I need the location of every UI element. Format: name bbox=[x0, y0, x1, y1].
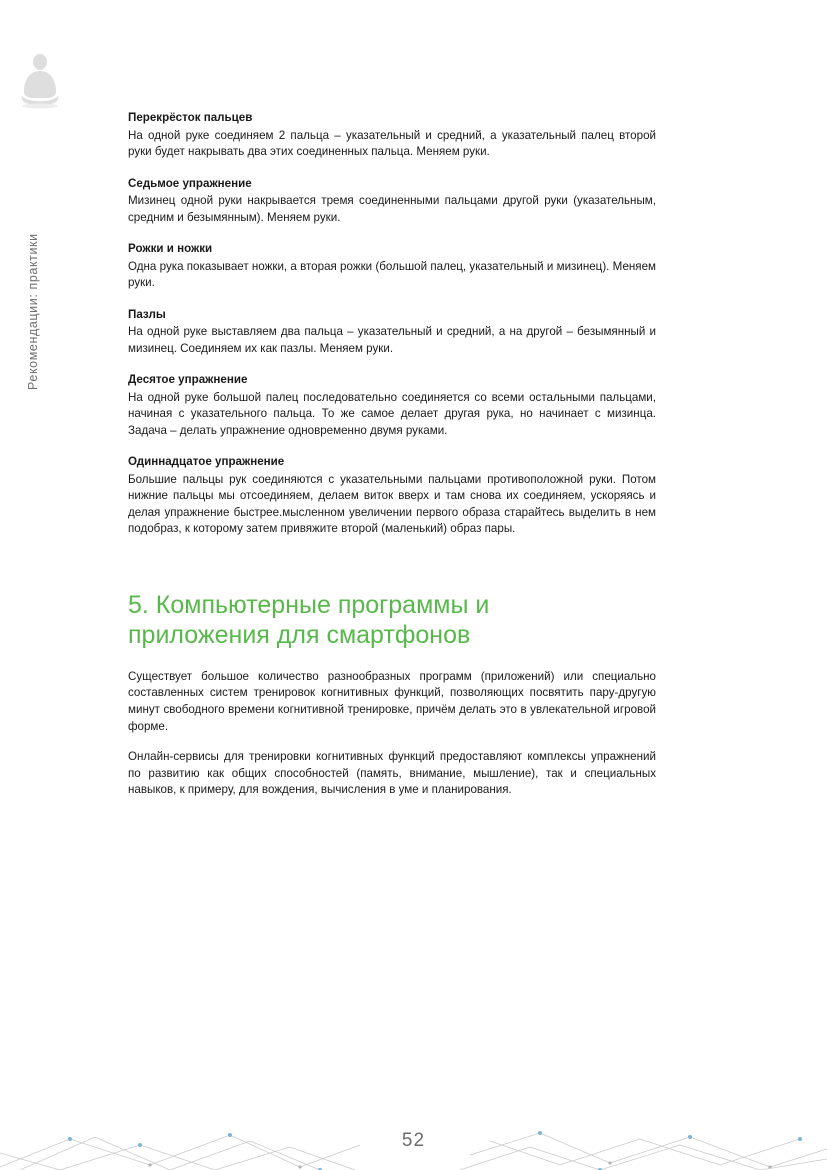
exercise-title: Одиннадцатое упражнение bbox=[128, 455, 285, 469]
exercise-block bbox=[128, 110, 656, 161]
exercise-block bbox=[128, 241, 656, 292]
exercise-title: Перекрёсток пальцев bbox=[128, 111, 253, 124]
exercise-block bbox=[128, 372, 656, 439]
chapter-side-label: Рекомендации: практики bbox=[26, 233, 40, 390]
exercise-text: На одной руке выставляем два пальца – указательный и средний, а на другой – безымянный и мизинец. Соединяем их как пазлы. Меняем руки. bbox=[128, 325, 656, 355]
exercise-block bbox=[128, 454, 656, 537]
meditating-person-icon bbox=[16, 48, 64, 110]
exercise-title: Пазлы bbox=[128, 307, 166, 321]
exercise-text: На одной руке большой палец последовательно соединяется со всеми остальными пальцами, начиная с указательного пальца. То же самое делает другая рука, но начинает с мизинца. Задача – делать упражнение одновременно двумя руками. bbox=[128, 390, 656, 437]
page-content bbox=[128, 110, 656, 812]
exercise-block bbox=[128, 176, 656, 227]
exercise-text: Одна рука показывает ножки, а вторая рожки (большой палец, указательный и мизинец). Меняем руки. bbox=[128, 259, 656, 290]
footer-decoration bbox=[0, 1075, 827, 1170]
exercise-text: Мизинец одной руки накрывается тремя соединенными пальцами другой руки (указательным, средним и безымянным). Меняем руки. bbox=[128, 194, 656, 224]
exercise-title: Десятое упражнение bbox=[128, 373, 248, 387]
section-paragraph: Онлайн-сервисы для тренировки когнитивных функций предоставляют комплексы упражнений по развитию как общих способностей (память, внимание, мышление), так и специальных навыков, к примеру, для вождения, вычисления в уме и планирования. bbox=[128, 749, 656, 797]
section-paragraph: Существует большое количество разнообразных программ (приложений) или специально составленных систем тренировок когнитивных функций, позволяющих посвятить пару-другую минут свободного времени когнитивной тренировке, причём делать это в увлекательной игровой форме. bbox=[128, 669, 656, 734]
exercise-text: Большие пальцы рук соединяются с указательными пальцами противоположной руки. Потом нижние пальцы мы отсоединяем, делаем виток вверх и там снова их соединяем, ускоряясь и делая упражнение быстрее.мысленном увеличении первого образа старайтесь выделить в нем подобраз, к которому затем привяжите второй (маленький) образ пары. bbox=[128, 472, 656, 536]
exercise-text: На одной руке соединяем 2 пальца – указательный и средний, а указательный палец второй руки будет накрывать два этих соединенных пальца. Меняем руки. bbox=[128, 128, 656, 159]
exercise-title: Рожки и ножки bbox=[128, 242, 213, 256]
page-number: 52 bbox=[401, 1130, 426, 1151]
exercise-block bbox=[128, 307, 656, 358]
exercise-title: Седьмое упражнение bbox=[128, 176, 252, 190]
section-heading: 5. Компьютерные программы и приложения для смартфонов bbox=[128, 590, 490, 650]
